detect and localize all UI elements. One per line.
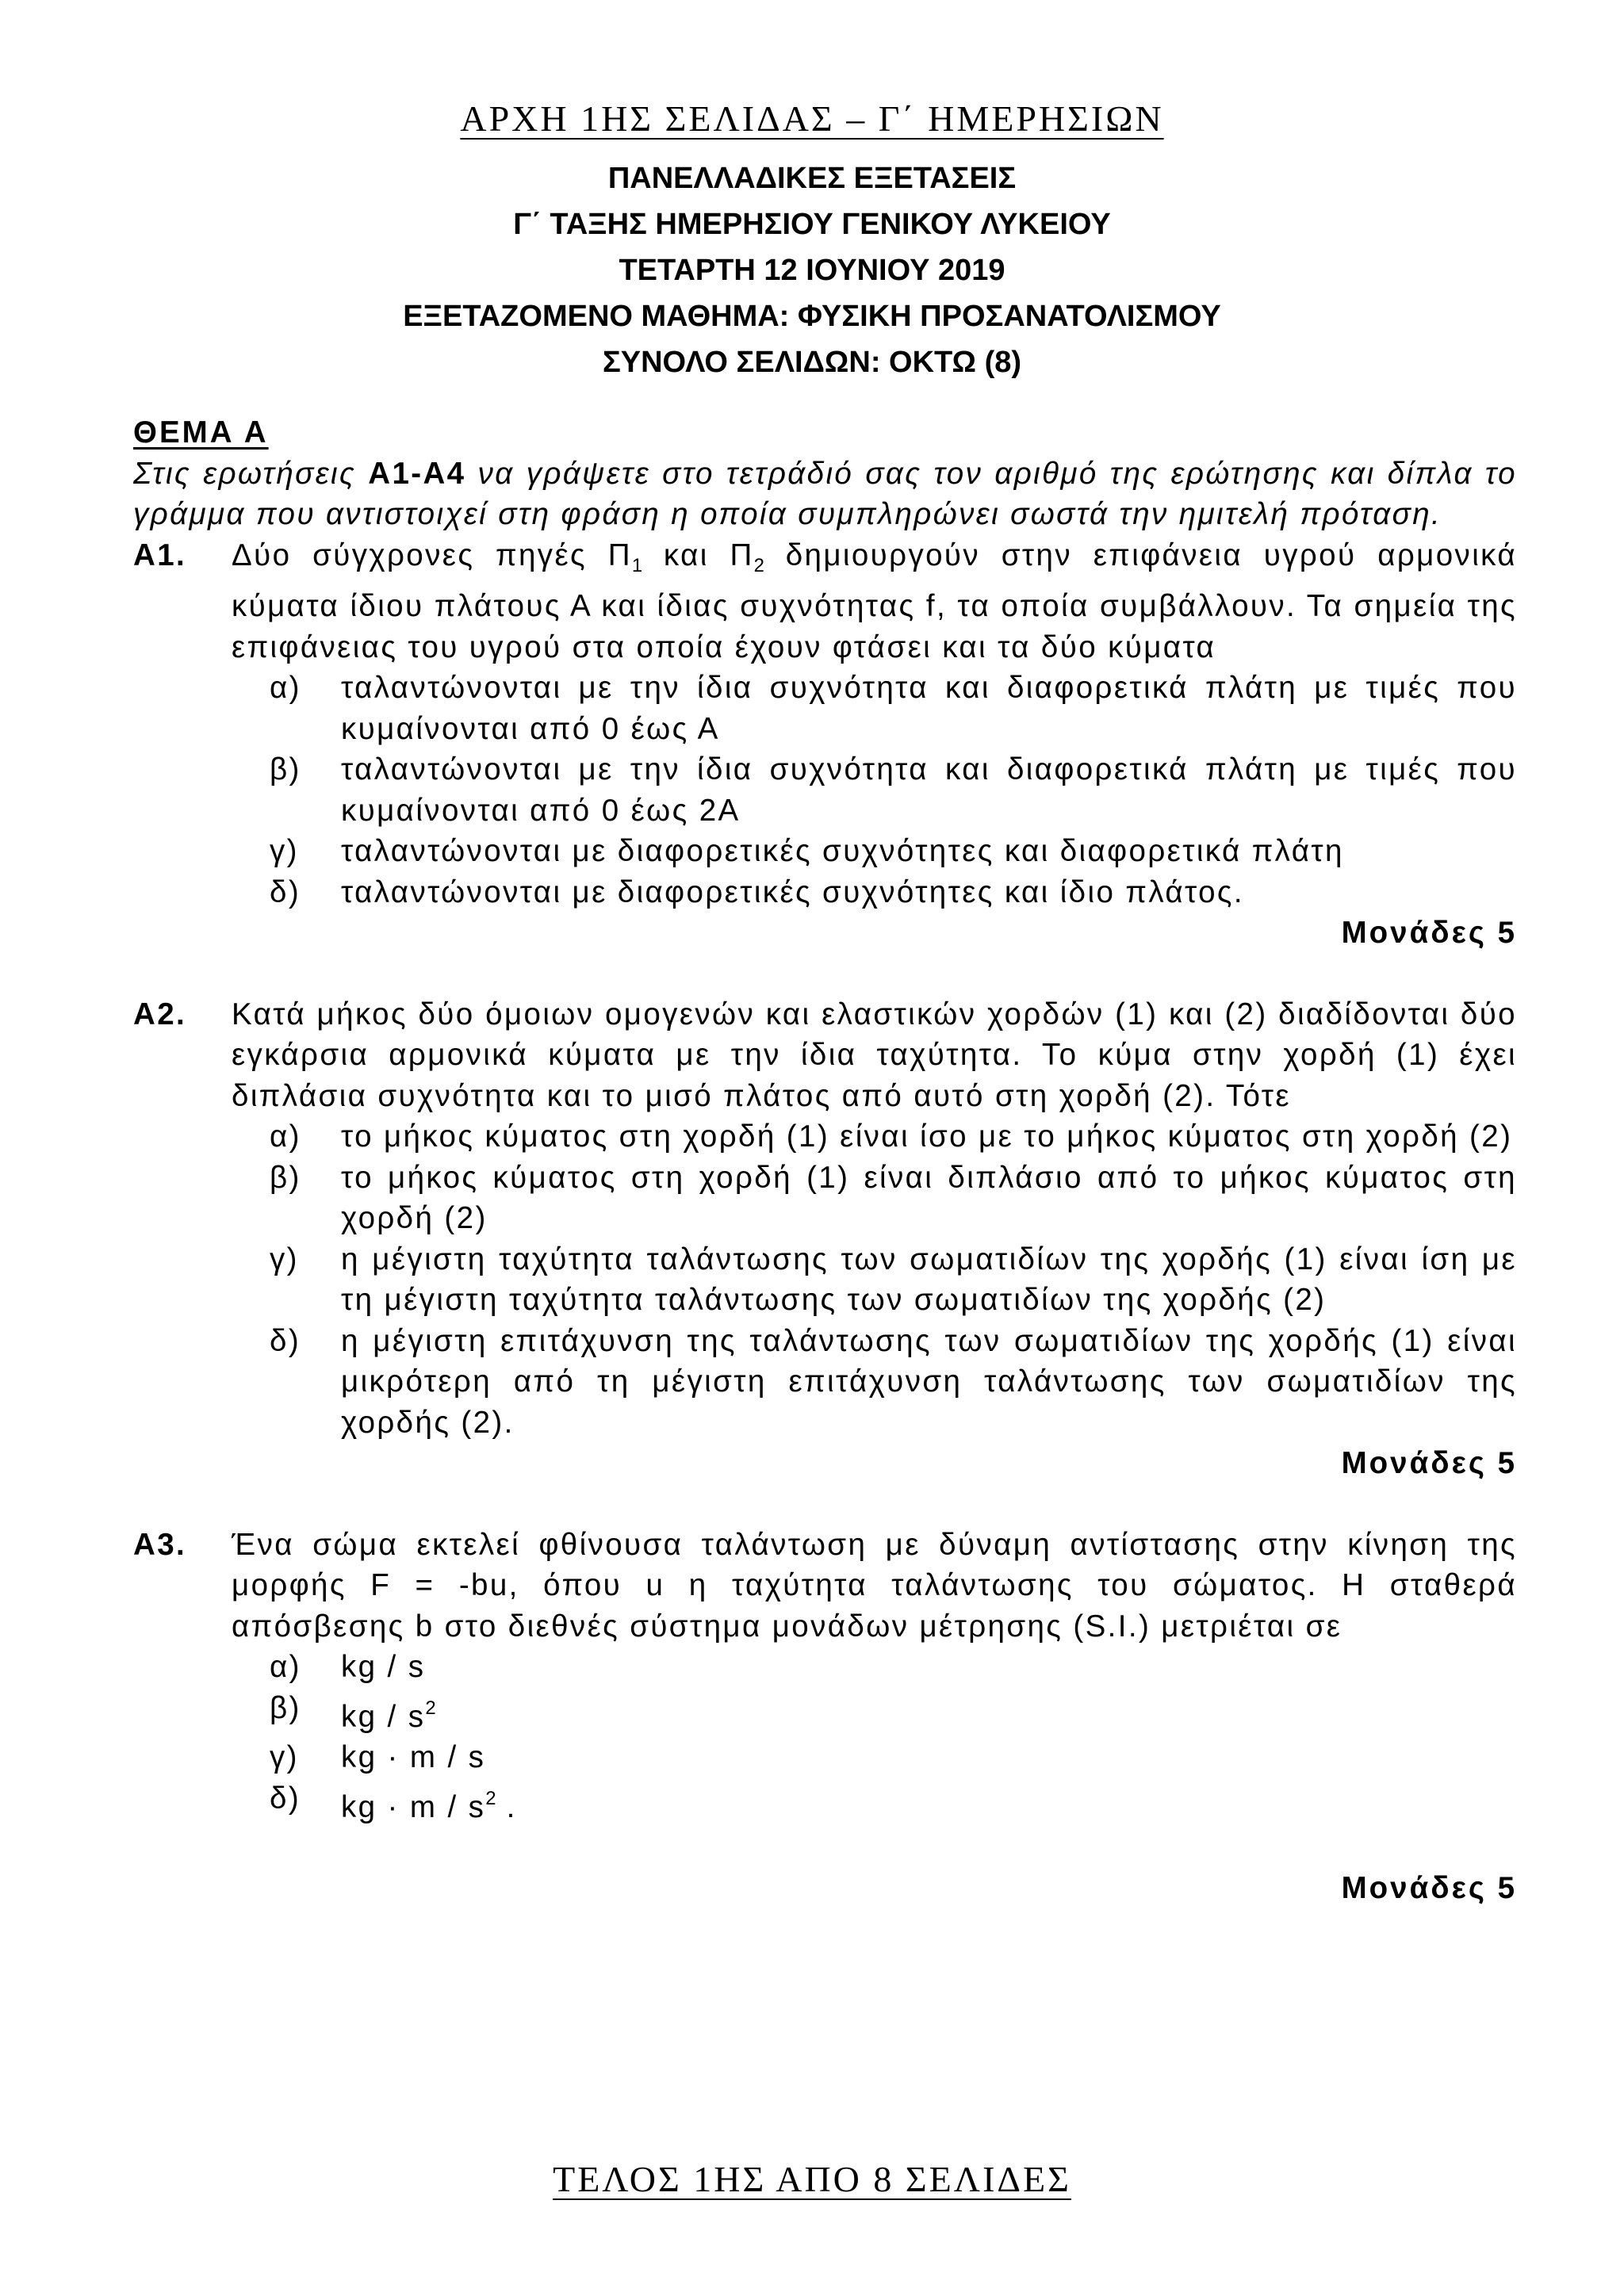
text-part: Δύο σύγχρονες πηγές Π [232,538,632,572]
exam-subject: ΕΞΕΤΑΖΟΜΕΝΟ ΜΑΘΗΜΑ: ΦΥΣΙΚΗ ΠΡΟΣΑΝΑΤΟΛΙΣΜΟΥ [403,300,1221,333]
option-text [341,1737,1517,1778]
option-a3-b [270,1688,1517,1738]
exam-page-count: ΣΥΝΟΛΟ ΣΕΛΙΔΩΝ: ΟΚΤΩ (8) [602,346,1022,379]
subscript: 1 [631,554,643,576]
option-a3-c [270,1737,1517,1778]
exam-info [0,155,1624,385]
option-text [341,1647,1517,1688]
marks-a2: Μονάδες 5 [1341,1446,1517,1480]
marks-a3: Μονάδες 5 [1341,1871,1517,1905]
option-text: το μήκος κύματος στη χορδή (1) είναι διπλάσιο από το μήκος κύματος στη χορδή (2) [341,1160,1517,1235]
question-text: Ένα σώμα εκτελεί φθίνουσα ταλάντωση με δύναμη αντίστασης στην κίνηση της μορφής F = -bu, όπου u η ταχύτητα ταλάντωσης του σώματος. Η σταθερά απόσβεσης b στο διεθνές σύστημα μονάδων μέτρησης (S.I.) μετριέται σε [232,1527,1517,1644]
option-a1-c [270,831,1517,872]
option-text: ταλαντώνονται με την ίδια συχνότητα και διαφορετικά πλάτη με τιμές που κυμαίνονται από 0 έως Α [341,671,1517,746]
option-text: το μήκος κύματος στη χορδή (1) είναι ίσο με το μήκος κύματος στη χορδή (2) [341,1119,1513,1154]
page-header-text: ΑΡΧΗ 1ΗΣ ΣΕΛΙΔΑΣ – Γ΄ ΗΜΕΡΗΣΙΩΝ [460,98,1164,139]
option-label: α) [270,671,301,705]
subscript: 2 [753,554,764,576]
question-label: Α3. [133,1527,187,1562]
exam-date: ΤΕΤΑΡΤΗ 12 ΙΟΥΝΙΟΥ 2019 [619,254,1005,287]
option-text: η μέγιστη ταχύτητα ταλάντωσης των σωματιδίων της χορδής (1) είναι ίση με τη μέγιστη ταχύτητα ταλάντωσης των σωματιδίων της χορδής (2) [341,1242,1517,1317]
option-a2-a [270,1116,1517,1158]
exam-content [133,412,1517,1909]
option-text [341,1688,1517,1738]
option-a2-d [270,1321,1517,1444]
unit-text: kg · m / s [341,1789,486,1824]
question-a3 [133,1525,1517,1647]
option-text [341,1778,1517,1828]
instructions-text-end: να γράψετε στο τετράδιό σας τον αριθμό της ερώτησης και δίπλα το γράμμα που αντιστοιχεί στη φράση η οποία συμπληρώνει σωστά την ημιτελή πρόταση. [133,456,1517,531]
option-text: η μέγιστη επιτάχυνση της ταλάντωσης των σωματιδίων της χορδής (1) είναι μικρότερη από τη μέγιστη επιτάχυνση ταλάντωσης των σωματιδίων της χορδής (2). [341,1323,1517,1440]
option-label: δ) [270,874,301,909]
option-a2-c [270,1239,1517,1321]
option-text: ταλαντώνονται με διαφορετικές συχνότητες και ίδιο πλάτος. [341,874,1244,909]
unit-exponent: 2 [425,1697,436,1719]
text-part: και Π [642,538,754,572]
question-label: Α2. [133,997,187,1031]
option-text: ταλαντώνονται με την ίδια συχνότητα και διαφορετικά πλάτη με τιμές που κυμαίνονται από 0 έως 2Α [341,752,1517,828]
text-part: δημιουργούν στην επιφάνεια υγρού αρμονικά κύματα ίδιου πλάτους Α και ίδιας συχνότητας f, τα οποία συμβάλλουν. Τα σημεία της επιφάνειας του υγρού στα οποία έχουν φτάσει και τα δύο κύματα [232,538,1517,664]
question-text: Κατά μήκος δύο όμοιων ομογενών και ελαστικών χορδών (1) και (2) διαδίδονται δύο εγκάρσια αρμονικά κύματα με την ίδια ταχύτητα. Το κύμα στην χορδή (1) έχει διπλάσια συχνότητα και το μισό πλάτος από αυτό στη χορδή (2). Τότε [232,997,1517,1113]
instructions [133,453,1517,535]
question-a1 [133,535,1517,668]
trailing-period: . [496,1789,517,1824]
option-text: ταλαντώνονται με διαφορετικές συχνότητες και διαφορετικά πλάτη [341,834,1344,868]
option-label: α) [270,1119,301,1154]
option-label: β) [270,1690,301,1725]
option-label: β) [270,1160,301,1195]
question-label: Α1. [133,538,187,572]
exam-class: Γ΄ ΤΑΞΗΣ ΗΜΕΡΗΣΙΟΥ ΓΕΝΙΚΟΥ ΛΥΚΕΙΟΥ [513,208,1111,241]
exam-title: ΠΑΝΕΛΛΑΔΙΚΕΣ ΕΞΕΤΑΣΕΙΣ [607,162,1017,195]
page-header [0,95,1624,143]
page-footer-text: ΤΕΛΟΣ 1ΗΣ ΑΠΟ 8 ΣΕΛΙΔΕΣ [553,2159,1071,2199]
option-a3-d [270,1778,1517,1828]
theme-title: ΘΕΜΑ Α [133,415,269,450]
option-a1-a [270,668,1517,749]
option-label: γ) [270,1242,299,1276]
marks-a1: Μονάδες 5 [1341,916,1517,950]
option-a1-b [270,749,1517,831]
unit-text: kg / s [341,1699,426,1734]
unit-exponent: 2 [485,1787,496,1809]
instructions-question-range: Α1-Α4 [368,456,466,491]
option-a1-d [270,872,1517,913]
instructions-text-start: Στις ερωτήσεις [133,456,369,491]
question-text [232,535,1517,668]
option-label: β) [270,752,301,786]
option-a3-a [270,1647,1517,1688]
option-label: α) [270,1650,301,1684]
unit-text: kg / s [341,1650,426,1684]
option-label: γ) [270,1740,299,1774]
page-footer [0,2158,1624,2200]
question-a2 [133,994,1517,1117]
option-a2-b [270,1158,1517,1239]
unit-text: kg · m / s [341,1740,486,1774]
option-label: γ) [270,834,299,868]
option-label: δ) [270,1323,301,1358]
option-label: δ) [270,1781,301,1816]
